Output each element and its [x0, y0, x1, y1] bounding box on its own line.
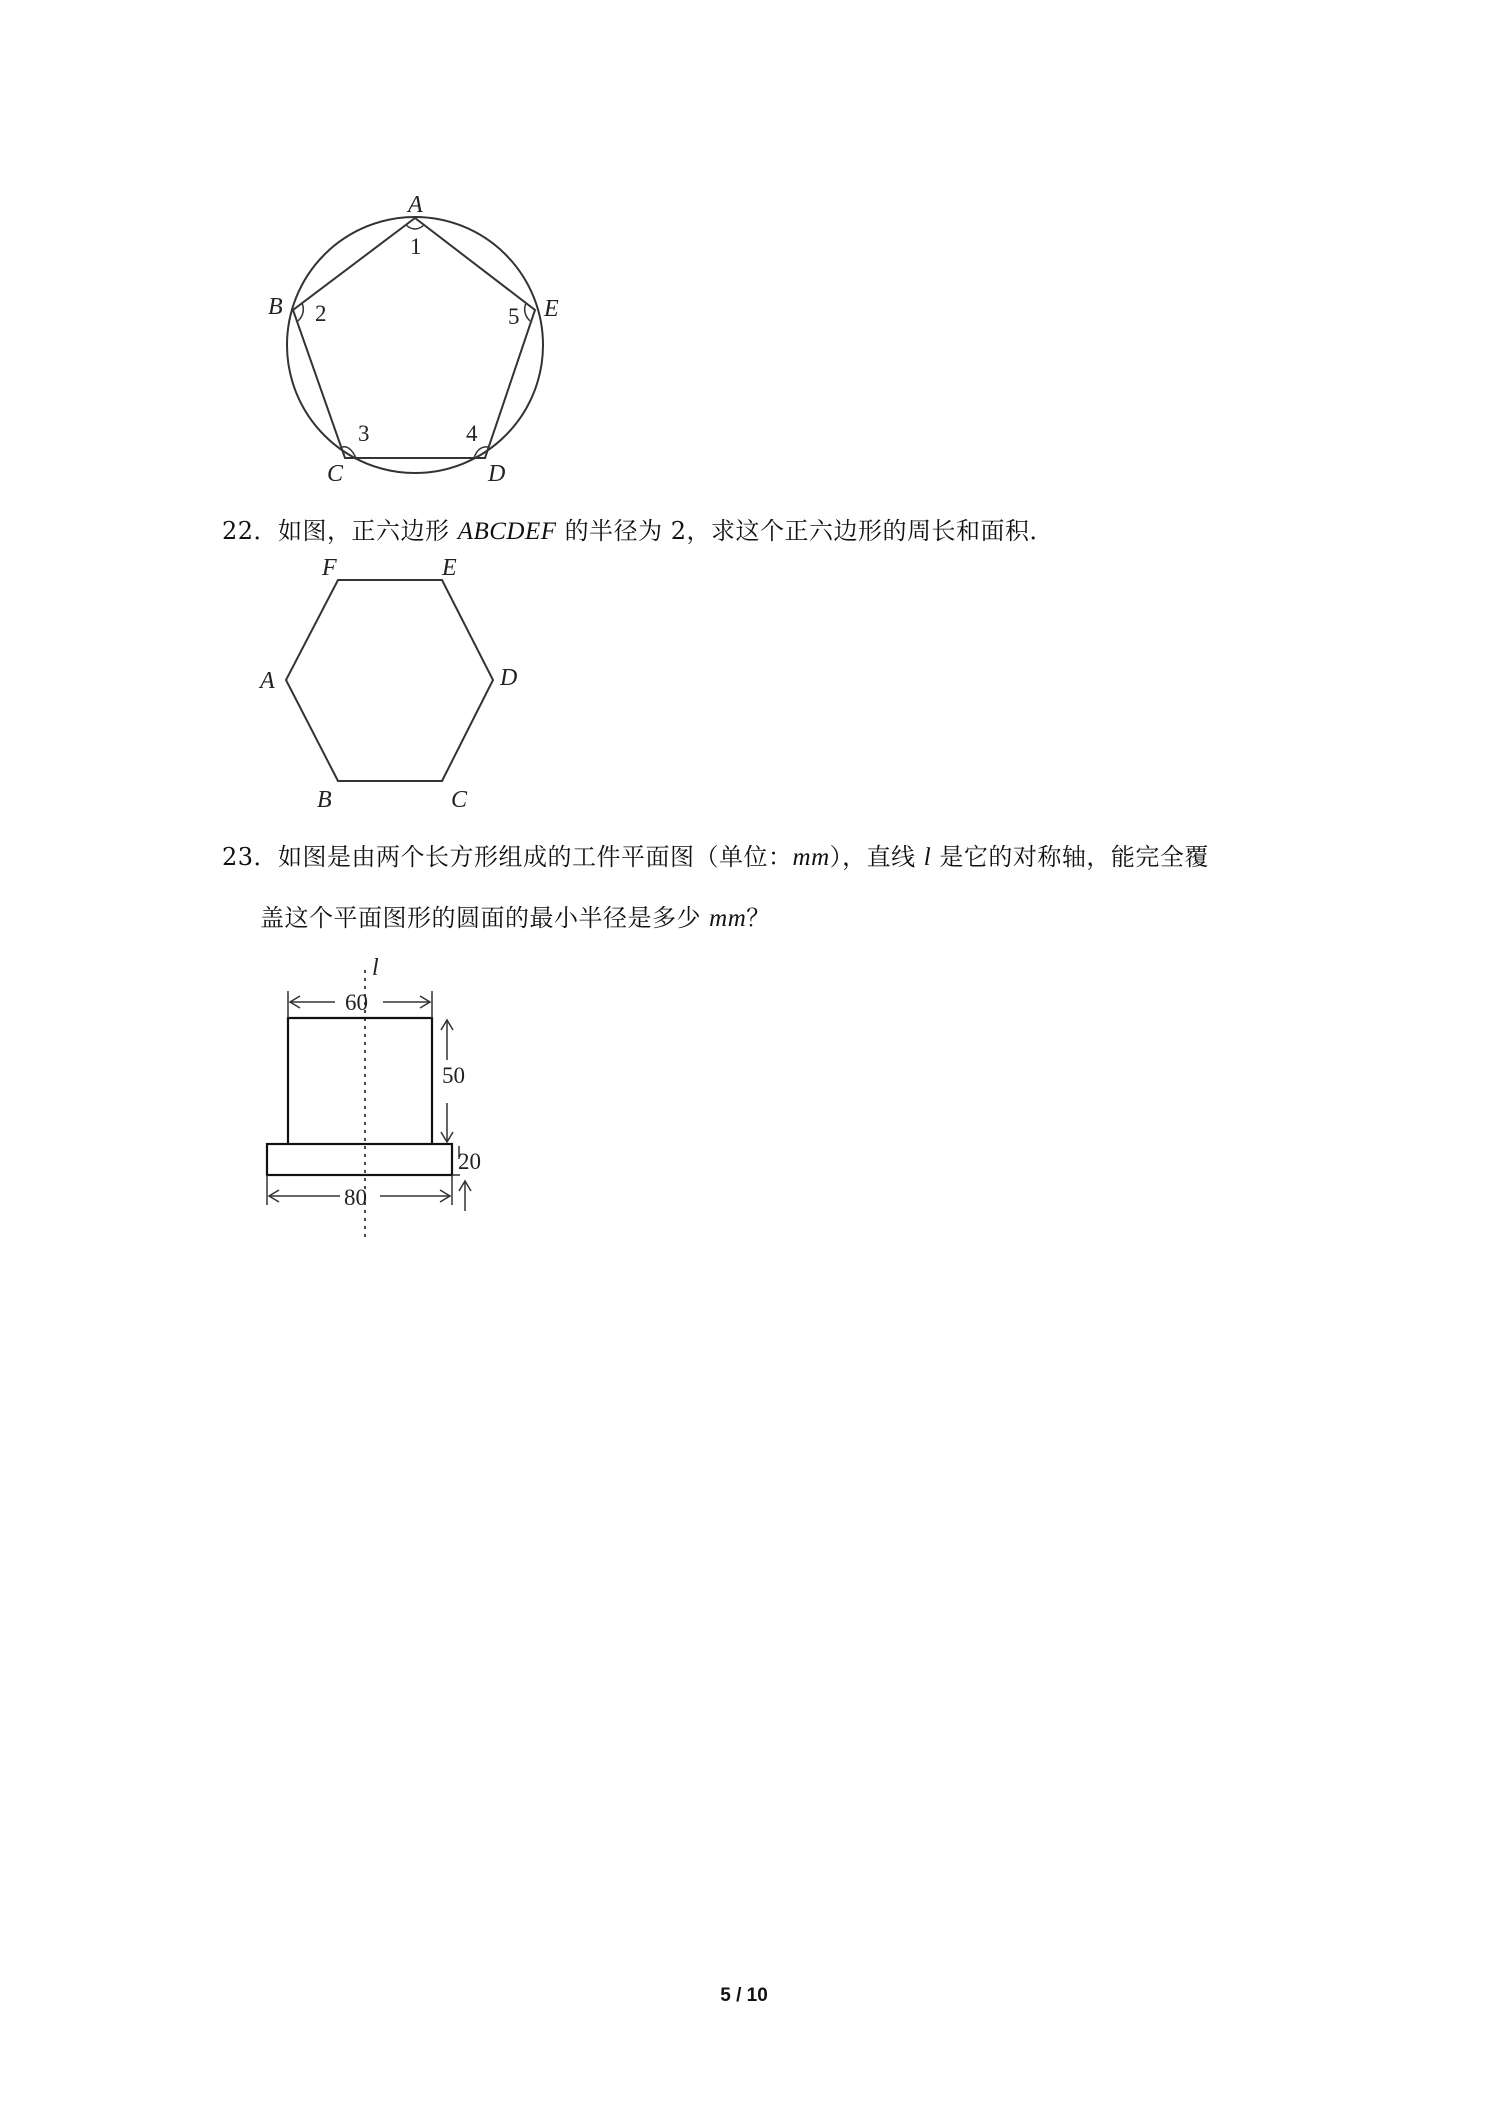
vertex-label-e: E	[544, 296, 559, 322]
dim-label-bottom-height: 20	[458, 1149, 481, 1174]
vertex-label-d: D	[488, 461, 506, 485]
vertex-label-a: A	[408, 192, 423, 218]
workpiece-figure	[260, 955, 500, 1240]
question-number: 23．	[222, 843, 279, 871]
question-text: 如图，正六边形	[278, 517, 458, 545]
top-rectangle	[288, 1018, 432, 1144]
unit: mm	[709, 905, 747, 932]
question-text: 盖这个平面图形的圆面的最小半径是多少	[260, 904, 710, 932]
pentagon-circle-figure	[260, 185, 580, 485]
vertex-label-e: E	[442, 555, 457, 581]
polygon-name: ABCDEF	[457, 518, 557, 545]
question-text: 是它的对称轴，能完全覆	[931, 843, 1209, 871]
question-23-line-2	[260, 898, 771, 933]
vertex-label-b: B	[268, 294, 283, 320]
question-text: ？	[746, 904, 771, 932]
angle-label-4: 4	[466, 421, 478, 446]
angle-label-2: 2	[315, 301, 327, 326]
dim-label-bottom-width: 80	[344, 1185, 367, 1210]
question-number: 22．	[222, 517, 279, 545]
hexagon-figure	[255, 555, 540, 815]
question-23-line-1	[222, 837, 1209, 872]
vertex-label-a: A	[260, 668, 275, 694]
hexagon-abcdef	[286, 580, 493, 781]
angle-label-1: 1	[410, 234, 422, 259]
dim-label-top-width: 60	[345, 990, 368, 1015]
vertex-label-b: B	[317, 787, 332, 813]
vertex-label-c: C	[451, 787, 468, 813]
bottom-rectangle	[267, 1144, 452, 1175]
angle-label-5: 5	[508, 304, 520, 329]
question-text: 如图是由两个长方形组成的工件平面图（单位：	[278, 843, 793, 871]
question-22	[222, 511, 1054, 546]
axis-name: l	[923, 844, 932, 871]
angle-label-3: 3	[358, 421, 370, 446]
vertex-label-d: D	[500, 665, 518, 691]
question-text: ），直线	[829, 843, 924, 871]
question-text: 的半径为 2，求这个正六边形的周长和面积．	[556, 517, 1055, 545]
axis-label-l: l	[372, 955, 379, 981]
unit: mm	[792, 844, 830, 871]
angle-arc-1	[406, 225, 424, 229]
vertex-label-c: C	[327, 461, 344, 485]
vertex-label-f: F	[322, 555, 337, 581]
dim-label-top-height: 50	[442, 1063, 465, 1088]
page-number: 5 / 10	[720, 1985, 768, 2006]
